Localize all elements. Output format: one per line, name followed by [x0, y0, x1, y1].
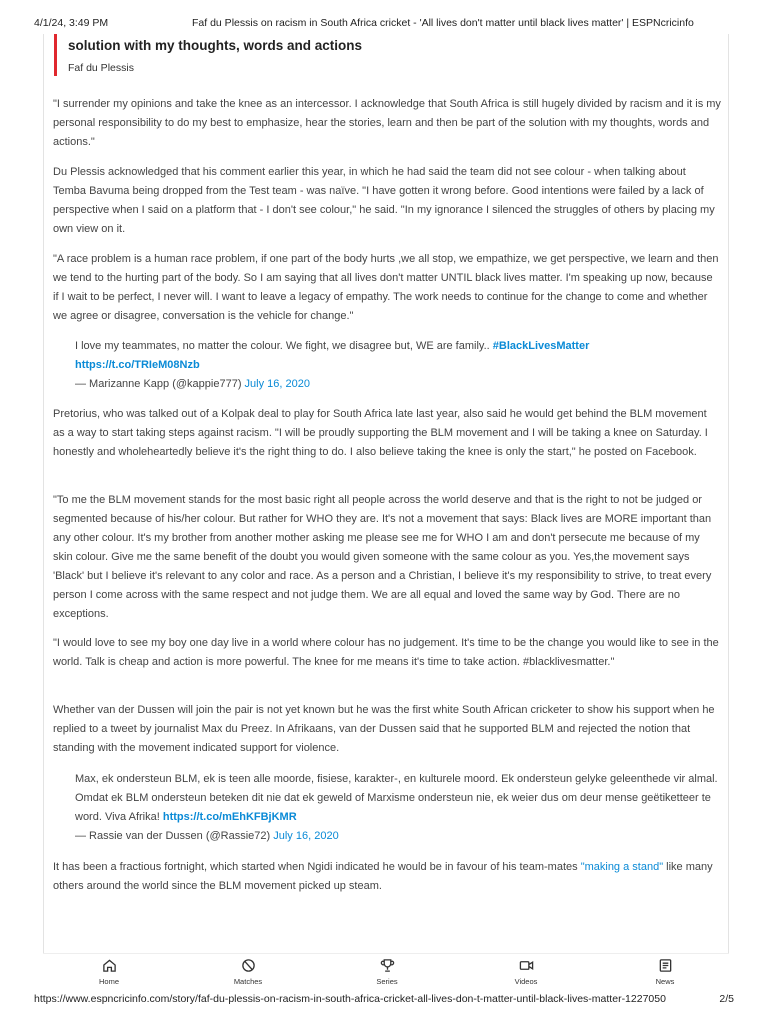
article-paragraph: "I surrender my opinions and take the knee as an intercessor. I acknowledge that South Africa is still hugely divided by racism and it is my personal responsibility to do my best to emphasize, hear the stories, learn and then be part of the solution with my thoughts, words and actions." [53, 98, 721, 148]
embedded-tweet [75, 770, 725, 846]
trophy-icon [380, 958, 395, 973]
home-icon [102, 958, 117, 973]
video-camera-icon [519, 958, 534, 973]
article-paragraph: "I would love to see my boy one day live in a world where colour has no judgement. It's time to be the change you would like to see in the world. Talk is cheap and action is more powerful. The knee for me means it's time to take action. #blacklivesmatter." [53, 637, 719, 668]
paragraph-text: It has been a fractious fortnight, which started when Ngidi indicated he would be in favour of his team-mates [53, 861, 581, 873]
tweet-url-link[interactable]: https://t.co/TRIeM08Nzb [75, 359, 200, 371]
article-paragraph [53, 858, 721, 896]
print-url: https://www.espncricinfo.com/story/faf-du-plessis-on-racism-in-south-africa-cricket-all-lives-don-t-matter-until-black-lives-matter-1227050 [34, 993, 666, 1005]
nav-news[interactable] [645, 954, 685, 991]
nav-news-label: News [655, 977, 675, 986]
tweet-date-link[interactable]: July 16, 2020 [273, 830, 339, 842]
print-datetime: 4/1/24, 3:49 PM [34, 17, 109, 29]
embedded-tweet [75, 337, 725, 394]
tweet-author: — Marizanne Kapp (@kappie777) [75, 378, 245, 390]
print-header [34, 17, 734, 29]
cricket-ball-icon [241, 958, 256, 973]
pull-quote-text: solution with my thoughts, words and actions [68, 38, 363, 53]
tweet-byline [75, 375, 725, 394]
tweet-url-link[interactable]: https://t.co/mEhKFBjKMR [162, 811, 297, 823]
print-footer [34, 993, 734, 1005]
pull-quote-author: Faf du Plessis [68, 62, 134, 74]
tweet-date-link[interactable]: July 16, 2020 [244, 378, 310, 390]
newspaper-icon [658, 958, 673, 973]
article-paragraph: "To me the BLM movement stands for the most basic right all people across the world deserve and that is the right to not be judged or segmented because of his/her colour. But rather for WHO they are. It's not a movement that says: Black lives are MORE important than any other colour. It's my brother from another mother asking me please see me for WHO I am and don't persecute me because of my skin colour. Give me the same benefit of the doubt you would given someone with the same colour as you. Yes,the movement says 'Black' but I believe it's relevant to any color and race. As a person and a Christian, I believe it's my responsibility to strive, to treat every person I come across with the same respect and not judge them. We are all equal and loved the same way by God. There are no exceptions. [53, 494, 712, 620]
nav-matches[interactable] [228, 954, 268, 991]
pull-quote [54, 34, 714, 76]
nav-series[interactable] [367, 954, 407, 991]
article-body [43, 34, 729, 954]
paragraph-text: like many others around the world since the BLM movement picked up steam. [53, 861, 713, 892]
article-paragraph: Pretorius, who was talked out of a Kolpak deal to play for South Africa late last year, also said he would get behind the BLM movement as a way to start taking steps against racism. "I will be proudly supporting the BLM movement and I will be taking a knee on Saturday. I honestly and wholeheartedly believe it's the right thing to do. I also believe taking the knee is only the start," he posted on Facebook. [53, 408, 708, 458]
article-paragraph: Whether van der Dussen will join the pair is not yet known but he was the first white South African cricketer to show his support when he replied to a tweet by journalist Max du Preez. In Afrikaans, van der Dussen said that he supported BLM and rejected the notion that standing with the movement indicated support for violence. [53, 704, 715, 754]
nav-matches-label: Matches [233, 977, 263, 986]
nav-videos[interactable] [506, 954, 546, 991]
tweet-byline [75, 827, 725, 846]
making-a-stand-link[interactable]: "making a stand" [580, 861, 664, 873]
article-paragraph: "A race problem is a human race problem, if one part of the body hurts ,we all stop, we empathize, we get perspective, we learn and then we tend to the hurting part of the body. So I am saying that all lives don't matter UNTIL black lives matter. I'm speaking up now, because if I wait to be perfect, I never will. I want to leave a legacy of empathy. The work needs to continue for the change to come and whether we agree or disagree, conversation is the vehicle for change." [53, 253, 719, 322]
tweet-text: Max, ek ondersteun BLM, ek is teen alle moorde, fisiese, karakter-, en kulturele moord. Ek ondersteun gelyke geleenthede vir almal. Omdat ek BLM ondersteun beteken dit nie dat ek geweld of Marxisme ondersteun nie, ek weier dus om deur mense geëtiketteer te word. Viva Afrika! [75, 773, 718, 823]
tweet-hashtag-link[interactable]: #BlackLivesMatter [492, 340, 590, 352]
nav-videos-label: Videos [514, 977, 538, 986]
nav-home-label: Home [98, 977, 119, 986]
print-page-title: Faf du Plessis on racism in South Africa cricket - 'All lives don't matter until black lives matter' | ESPNcricinfo [192, 17, 694, 29]
tweet-author: — Rassie van der Dussen (@Rassie72) [75, 830, 274, 842]
bottom-navigation [43, 953, 729, 991]
article-paragraph: Du Plessis acknowledged that his comment earlier this year, in which he had said the team did not see colour - when talking about Temba Bavuma being dropped from the Test team - was naïve. "I have gotten it wrong before. Good intentions were failed by a lack of perspective when I said on a platform that - I don't see colour," he said. "In my ignorance I silenced the struggles of others by placing my own view on it. [53, 166, 715, 235]
nav-series-label: Series [376, 977, 398, 986]
nav-home[interactable] [89, 954, 129, 991]
tweet-text: I love my teammates, no matter the colour. We fight, we disagree but, WE are family.. [75, 340, 493, 352]
print-page-number: 2/5 [719, 993, 734, 1005]
